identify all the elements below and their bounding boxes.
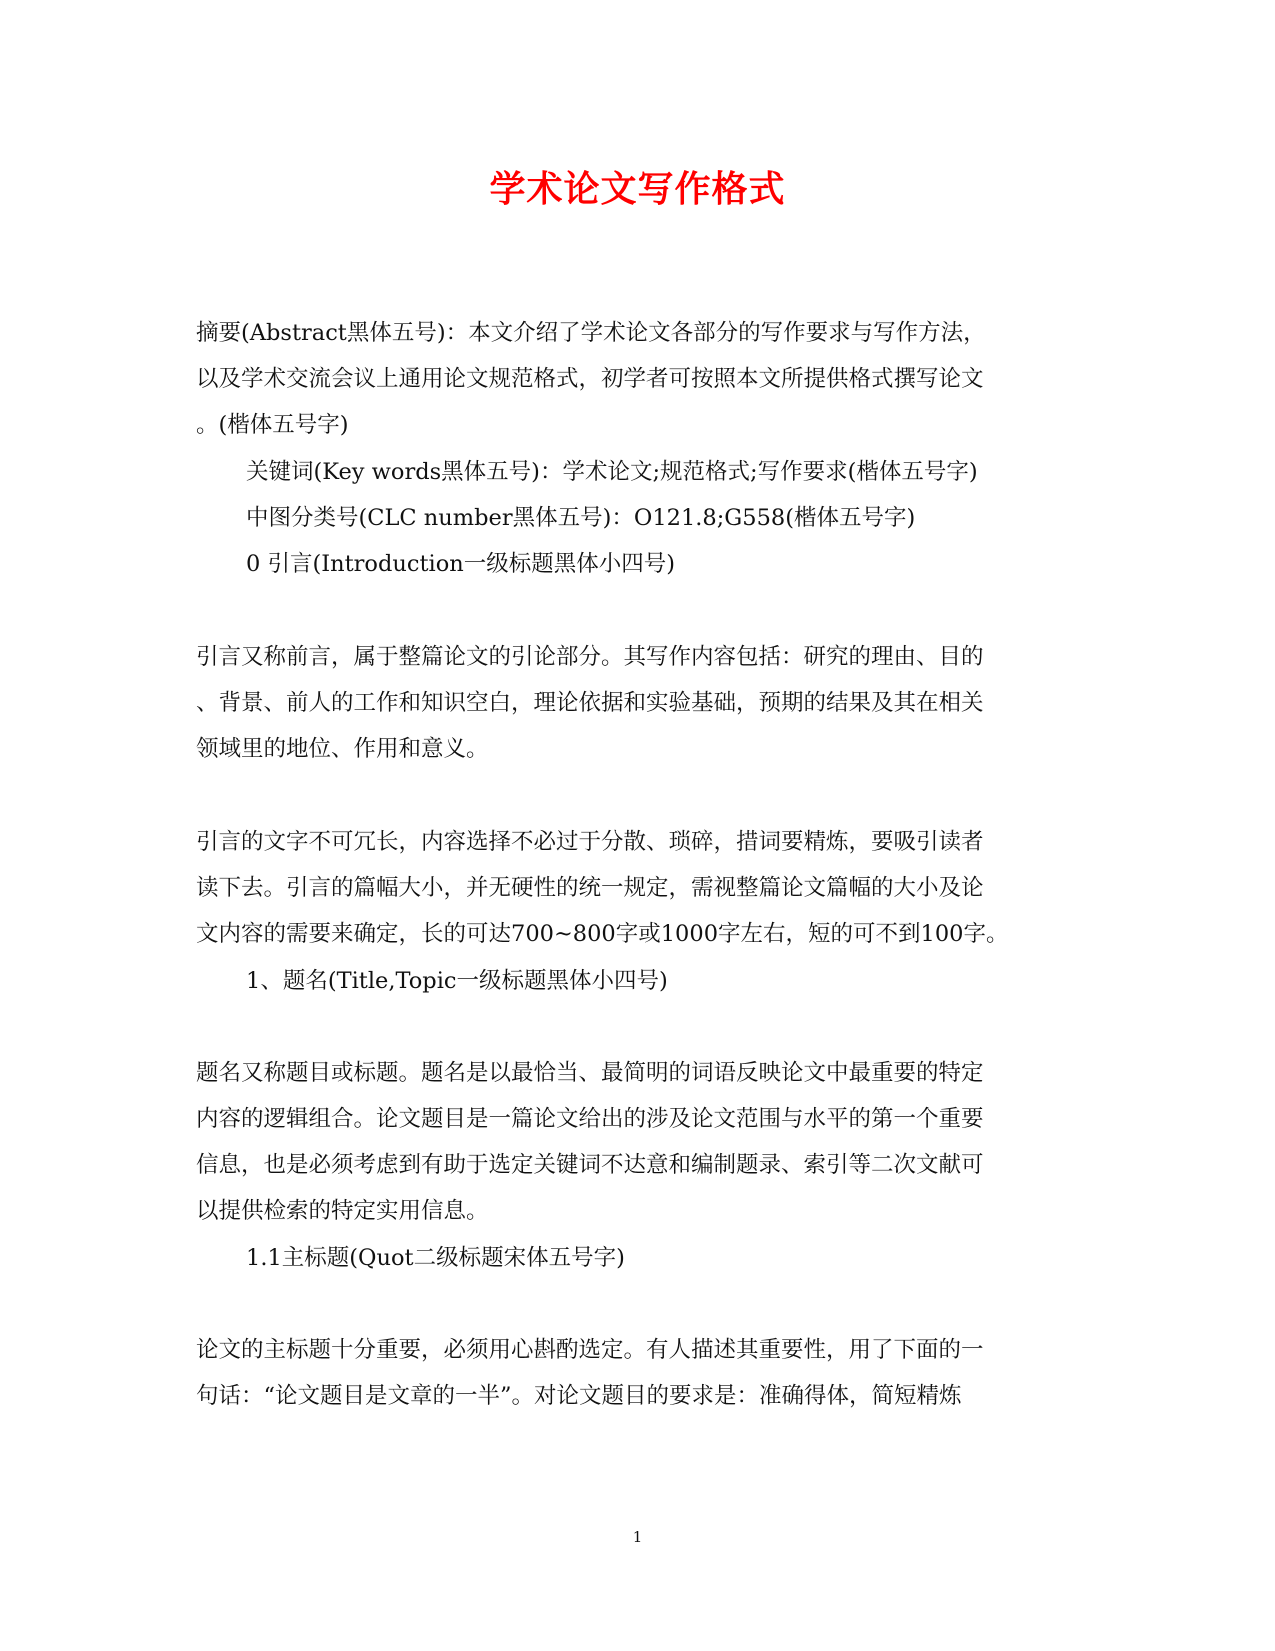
document-title: 学术论文写作格式 <box>489 169 786 210</box>
paragraph-line: 文内容的需要来确定，长的可达700~800字或1000字左右，短的可不到100字。 <box>196 921 1009 947</box>
abstract-line: 以及学术交流会议上通用论文规范格式，初学者可按照本文所提供格式撰写论文 <box>196 366 984 392</box>
heading-main-title: 1.1主标题(Quot二级标题宋体五号字) <box>246 1245 625 1271</box>
paragraph-line: 信息，也是必须考虑到有助于选定关键词不达意和编制题录、索引等二次文献可 <box>196 1152 984 1178</box>
paragraph-line: 题名又称题目或标题。题名是以最恰当、最简明的词语反映论文中最重要的特定 <box>196 1060 984 1086</box>
page-number: 1 <box>632 1528 643 1546</box>
paragraph-line: 引言又称前言，属于整篇论文的引论部分。其写作内容包括：研究的理由、目的 <box>196 644 984 670</box>
clc-line: 中图分类号(CLC number黑体五号)：O121.8;G558(楷体五号字) <box>246 505 916 531</box>
heading-introduction: 0 引言(Introduction一级标题黑体小四号) <box>246 551 676 577</box>
paragraph-line: 引言的文字不可冗长，内容选择不必过于分散、琐碎，措词要精炼，要吸引读者 <box>196 829 984 855</box>
paragraph-line: 领域里的地位、作用和意义。 <box>196 736 489 762</box>
paragraph-line: 读下去。引言的篇幅大小，并无硬性的统一规定，需视整篇论文篇幅的大小及论 <box>196 875 984 901</box>
abstract-line: 摘要(Abstract黑体五号)：本文介绍了学术论文各部分的写作要求与写作方法， <box>196 320 986 346</box>
abstract-line: 。(楷体五号字) <box>196 412 349 438</box>
paragraph-line: 论文的主标题十分重要，必须用心斟酌选定。有人描述其重要性，用了下面的一 <box>196 1337 984 1363</box>
keywords-line: 关键词(Key words黑体五号)：学术论文;规范格式;写作要求(楷体五号字) <box>246 459 978 485</box>
paragraph-line: 以提供检索的特定实用信息。 <box>196 1198 489 1224</box>
paragraph-line: 句话：“论文题目是文章的一半”。对论文题目的要求是：准确得体，简短精炼 <box>196 1383 962 1409</box>
paragraph-line: 、背景、前人的工作和知识空白，理论依据和实验基础，预期的结果及其在相关 <box>196 690 984 716</box>
heading-title-section: 1、题名(Title,Topic一级标题黑体小四号) <box>246 968 668 994</box>
paragraph-line: 内容的逻辑组合。论文题目是一篇论文给出的涉及论文范围与水平的第一个重要 <box>196 1106 984 1132</box>
